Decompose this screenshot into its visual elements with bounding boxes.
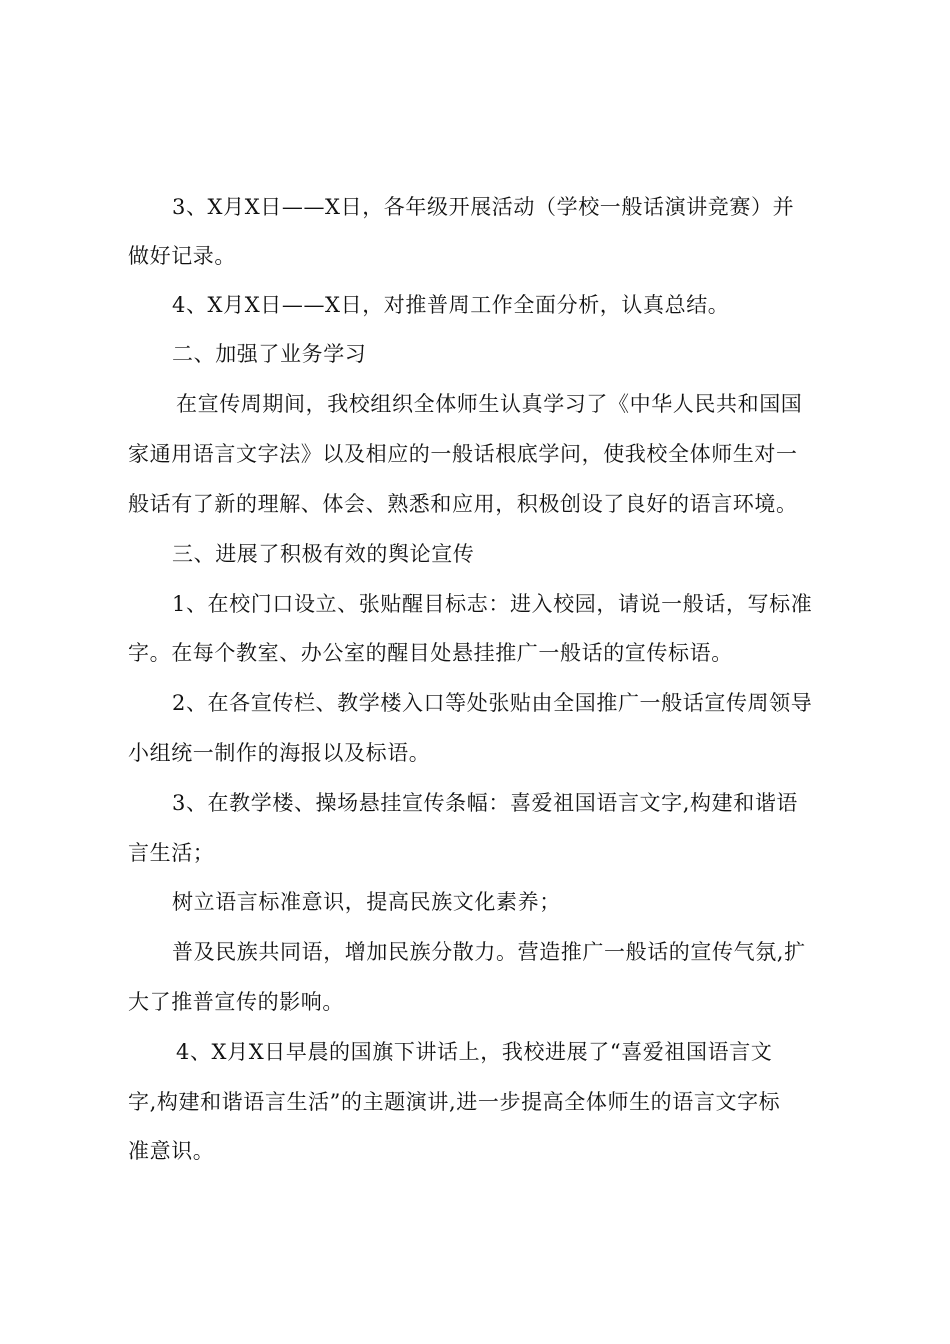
paragraph-line: 家通用语言文字法》以及相应的一般话根底学问，使我校全体师生对一 bbox=[128, 442, 798, 466]
paragraph-line: 4、X月X日——X日，对推普周工作全面分析，认真总结。 bbox=[172, 293, 730, 317]
section-heading: 二、加强了业务学习 bbox=[172, 342, 367, 366]
section-heading: 三、进展了积极有效的舆论宣传 bbox=[172, 542, 475, 566]
paragraph-line: 准意识。 bbox=[128, 1139, 215, 1163]
paragraph-line: 普及民族共同语，增加民族分散力。营造推广一般话的宣传气氛,扩 bbox=[172, 940, 806, 964]
paragraph-line: 在宣传周期间，我校组织全体师生认真学习了《中华人民共和国国 bbox=[176, 392, 803, 416]
paragraph-line: 3、在教学楼、操场悬挂宣传条幅：喜爱祖国语言文字,构建和谐语 bbox=[172, 791, 799, 815]
paragraph-line: 般话有了新的理解、体会、熟悉和应用，积极创设了良好的语言环境。 bbox=[128, 492, 798, 516]
paragraph-line: 字。在每个教室、办公室的醒目处悬挂推广一般话的宣传标语。 bbox=[128, 641, 733, 665]
paragraph-line: 做好记录。 bbox=[128, 244, 236, 268]
paragraph-line: 1、在校门口设立、张贴醒目标志：进入校园，请说一般话，写标准 bbox=[172, 592, 813, 616]
paragraph-line: 4、X月X日早晨的国旗下讲话上，我校进展了“喜爱祖国语言文 bbox=[176, 1040, 773, 1064]
paragraph-line: 3、X月X日——X日，各年级开展活动（学校一般话演讲竞赛）并 bbox=[172, 195, 795, 219]
paragraph-line: 树立语言标准意识，提高民族文化素养； bbox=[172, 890, 561, 914]
paragraph-line: 小组统一制作的海报以及标语。 bbox=[128, 741, 431, 765]
paragraph-line: 言生活； bbox=[128, 841, 215, 865]
paragraph-line: 2、在各宣传栏、教学楼入口等处张贴由全国推广一般话宣传周领导 bbox=[172, 691, 813, 715]
paragraph-line: 字,构建和谐语言生活”的主题演讲,进一步提高全体师生的语言文字标 bbox=[128, 1090, 781, 1114]
paragraph-line: 大了推普宣传的影响。 bbox=[128, 990, 344, 1014]
